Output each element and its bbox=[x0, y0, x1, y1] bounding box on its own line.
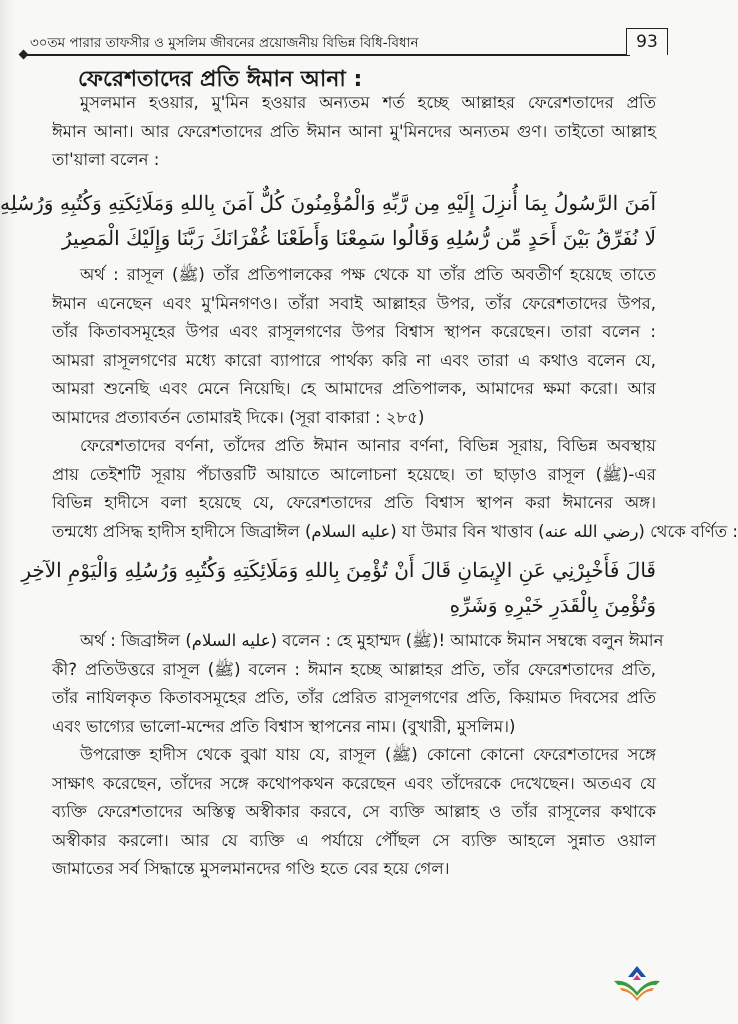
arabic-line: لَا نُفَرِّقُ بَيْنَ أَحَدٍ مِّن رُّسُلِهِ وَقَالُوا سَمِعْنَا وَأَطَعْنَا غُفْرَانَكَ رَبَّنَا وَإِلَيْكَ الْمَصِيرُ bbox=[62, 226, 656, 250]
text-line: অর্থ : রাসূল (ﷺ) তাঁর প্রতিপালকের পক্ষ থেকে যা তাঁর প্রতি অবতীর্ণ হয়েছে তাতে bbox=[80, 265, 656, 284]
text-line: আমরা শুনেছি এবং মেনে নিয়েছি। হে আমাদের প্রতিপালক, আমাদের ক্ষমা করো। আর bbox=[52, 379, 656, 398]
text-line: এবং ভাগ্যের ভালো-মন্দের প্রতি বিশ্বাস স্থাপনের নাম। (বুখারী, মুসলিম।) bbox=[52, 716, 516, 736]
text-line: অস্বীকার করলো। আর যে ব্যক্তি এ পর্যায়ে পৌঁছল সে ব্যক্তি আহলে সুন্নাত ওয়াল bbox=[52, 830, 656, 850]
hadith-meaning-paragraph bbox=[52, 627, 664, 884]
arabic-line: وَتُؤْمِنَ بِالْقَدَرِ خَيْرِهِ وَشَرِّهِ bbox=[449, 593, 656, 617]
intro-paragraph bbox=[52, 89, 656, 175]
running-header bbox=[22, 28, 662, 56]
running-title: ৩০তম পারার তাফসীর ও মুসলিম জীবনের প্রয়োজনীয় বিভিন্ন বিধি-বিধান bbox=[30, 35, 419, 51]
text-line: কী? প্রতিউত্তরে রাসূল (ﷺ) বলেন : ঈমান হচ্ছে আল্লাহর প্রতি, তাঁর ফেরেশতাদের প্রতি, bbox=[52, 659, 657, 679]
text-line: আমরা রাসূলগণের মধ্যে কারো ব্যাপারে পার্থক্য করি না এবং তারা এ কথাও বলেন যে, bbox=[52, 350, 656, 370]
text-line: তাঁর কিতাবসমূহের উপর এবং রাসূলগণের উপর বিশ্বাস স্থাপন করেছেন। তারা বলেন : bbox=[52, 322, 656, 341]
section-title: ফেরেশতাদের প্রতি ঈমান আনা : bbox=[78, 67, 363, 92]
text-line: ঈমান আনা। আর ফেরেশতাদের প্রতি ঈমান আনা মু'মিনদের অন্যতম গুণ। তাইতো আল্লাহ bbox=[52, 121, 656, 141]
text-line: বিভিন্ন হাদীসে বলা হয়েছে যে, ফেরেশতাদের প্রতি বিশ্বাস স্থাপন করা ঈমানের অঙ্গ। bbox=[52, 493, 656, 512]
text-line: সাক্ষাৎ করেছেন, তাঁদের সঙ্গে কথোপকথন করেছেন এবং তাঁদেরকে দেখেছেন। অতএব যে bbox=[52, 773, 656, 793]
text-line: উপরোক্ত হাদীস থেকে বুঝা যায় যে, রাসূল (ﷺ) কোনো কোনো ফেরেশতাদের সঙ্গে bbox=[80, 745, 656, 764]
text-line: তাঁর নাযিলকৃত কিতাবসমূহের প্রতি, তাঁর প্রেরিত রাসূলগণের প্রতি, কিয়ামত দিবসের প্রতি bbox=[52, 688, 656, 707]
header-rule bbox=[22, 54, 630, 56]
text-line: ব্যক্তি ফেরেশতাদের অস্তিত্ব অস্বীকার করবে, সে ব্যক্তি আল্লাহ ও তাঁর রাসূলের কথাকে bbox=[52, 802, 656, 821]
arabic-line: آمَنَ الرَّسُولُ بِمَا أُنزِلَ إِلَيْهِ مِن رَّبِّهِ وَالْمُؤْمِنُونَ كُلٌّ آمَنَ بِاللهِ وَمَلَائِكَتِهِ وَكُتُبِهِ وَرُسُلِهِ bbox=[0, 191, 656, 215]
text-line: অর্থ : জিব্রাঈল (عليه السلام) বলেন : হে মুহাম্মদ (ﷺ)! আমাকে ঈমান সম্বন্ধে বলুন ঈমান bbox=[80, 631, 664, 650]
ayah-arabic bbox=[0, 186, 656, 256]
text-line: প্রায় তেইশটি সূরায় পঁচাত্তরটি আয়াতে আলোচনা হয়েছে। তা ছাড়াও রাসূল (ﷺ)-এর bbox=[52, 464, 656, 484]
rule-diamond-icon bbox=[19, 50, 29, 60]
publisher-book-logo-icon bbox=[612, 964, 662, 1002]
text-line: ঈমান এনেছেন এবং মু'মিনগণও। তাঁরা সবাই আল্লাহর উপর, তাঁর ফেরেশতাদের উপর, bbox=[52, 293, 656, 313]
text-line: মুসলমান হওয়ার, মু'মিন হওয়ার অন্যতম শর্ত হচ্ছে আল্লাহর ফেরেশতাদের প্রতি bbox=[80, 93, 656, 112]
hadith-arabic bbox=[21, 553, 656, 623]
text-line: আমাদের প্রত্যাবর্তন তোমারই দিকে। (সূরা বাকারা : ২৮৫) bbox=[52, 407, 425, 427]
page-edge bbox=[0, 0, 14, 1024]
page-number: 93 bbox=[626, 28, 668, 55]
ayah-meaning-paragraph bbox=[52, 261, 738, 546]
text-line: তা'য়ালা বলেন : bbox=[52, 150, 160, 169]
arabic-line: قَالَ فَأَخْبِرْنِي عَنِ الإِيمَانِ قَالَ أَنْ تُؤْمِنَ بِاللهِ وَمَلَائِكَتِهِ وَكُتُبِهِ وَرُسُلِهِ وَالْيَوْمِ الآخِرِ bbox=[21, 558, 656, 582]
text-line: তন্মধ্যে প্রসিদ্ধ হাদীস হাদীসে জিব্রাঈল (عليه السلام) যা উমার বিন খাত্তাব (رضي الله عنه) থেকে বর্ণিত : bbox=[52, 521, 738, 541]
text-line: জামাতের সর্ব সিদ্ধান্তে মুসলমানদের গণ্ডি হতে বের হয়ে গেল। bbox=[52, 859, 450, 878]
text-line: ফেরেশতাদের বর্ণনা, তাঁদের প্রতি ঈমান আনার বর্ণনা, বিভিন্ন সূরায়, বিভিন্ন অবস্থায় bbox=[80, 436, 656, 455]
